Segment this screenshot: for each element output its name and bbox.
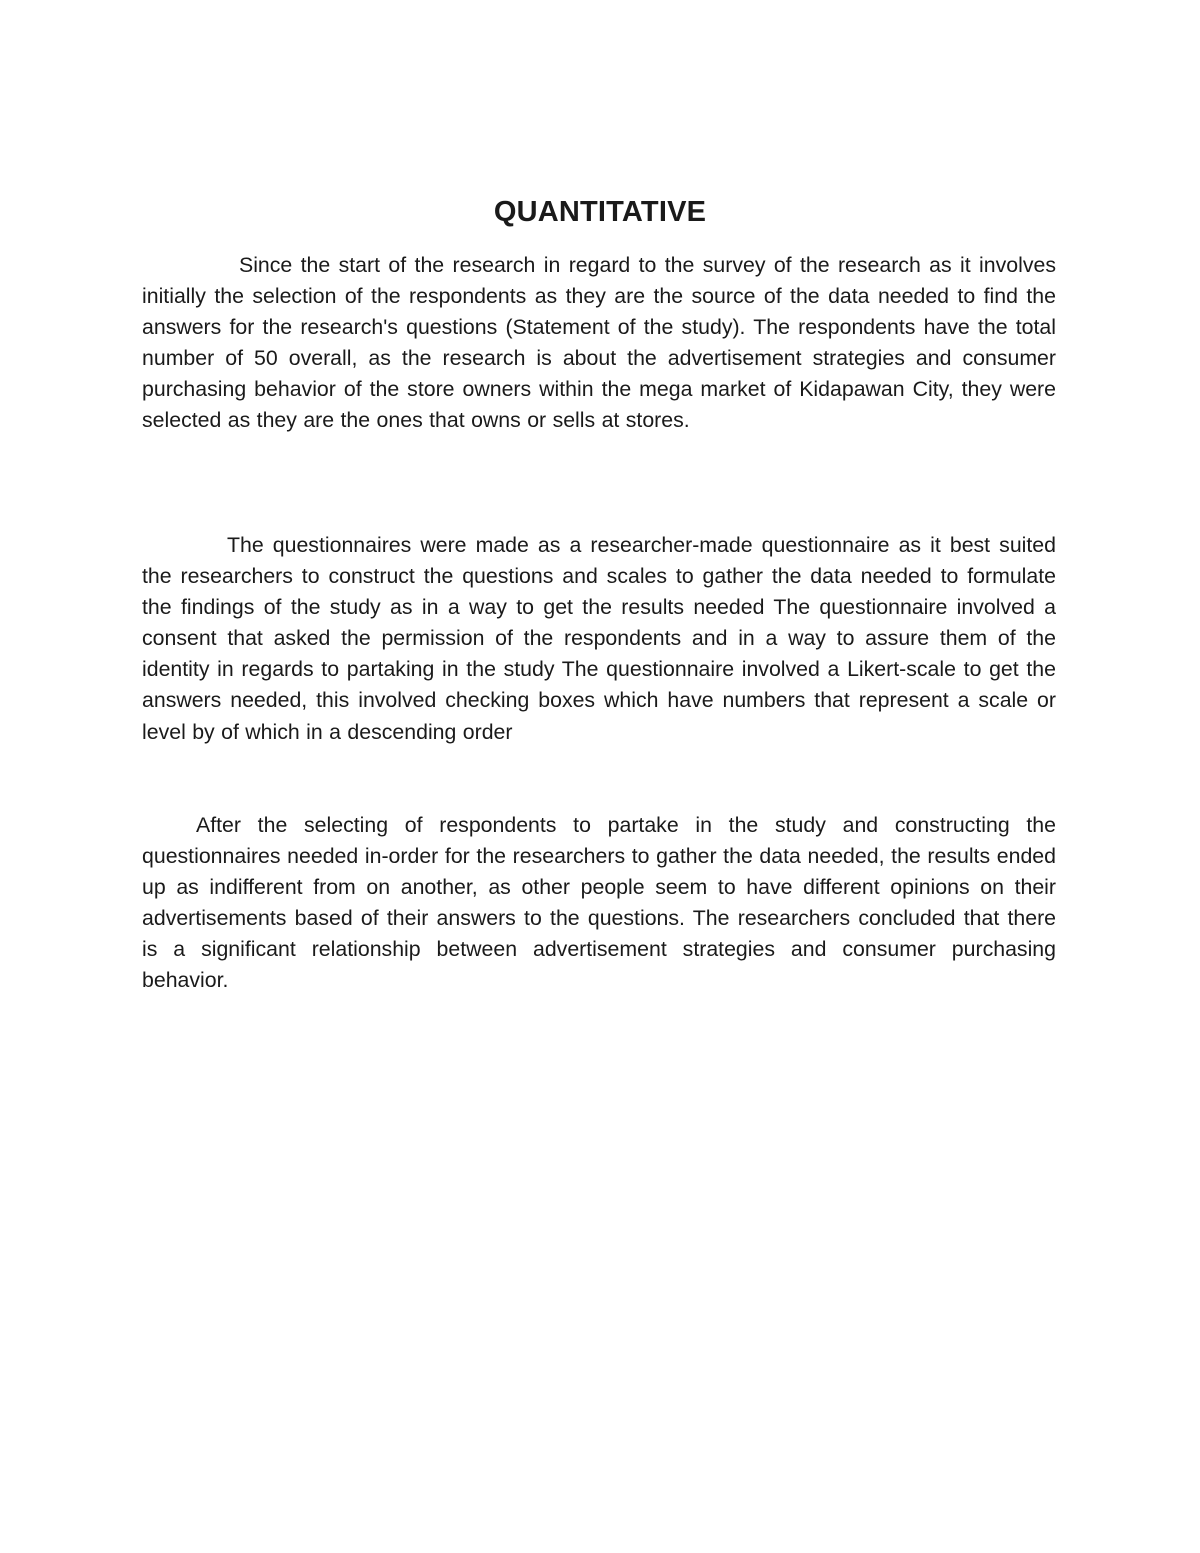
page-title: QUANTITATIVE [493, 196, 707, 228]
paragraph-respondents: Since the start of the research in regard to the survey of the research as it involves initially the selection of the respondents as they are the source of the data needed to find the answers for the research's questions (Statement of the study). The respondents have the total number of 50 overall, as the research is about the advertisement strategies and consumer purchasing behavior of the store owners within the mega market of Kidapawan City, they were selected as they are the ones that owns or sells at stores. [142, 253, 1056, 433]
paragraph-results: After the selecting of respondents to partake in the study and constructing the questionnaires needed in-order for the researchers to gather the data needed, the results ended up as indifferent from on another, as other people seem to have different opinions on their advertisements based of their answers to the questions. The researchers concluded that there is a significant relationship between advertisement strategies and consumer purchasing behavior. [142, 813, 1056, 993]
paragraph-questionnaire: The questionnaires were made as a researcher-made questionnaire as it best suited the researchers to construct the questions and scales to gather the data needed to formulate the findings of the study as in a way to get the results needed The questionnaire involved a consent that asked the permission of the respondents and in a way to assure them of the identity in regards to partaking in the study The questionnaire involved a Likert-scale to get the answers needed, this involved checking boxes which have numbers that represent a scale or level by of which in a descending order [142, 533, 1056, 744]
